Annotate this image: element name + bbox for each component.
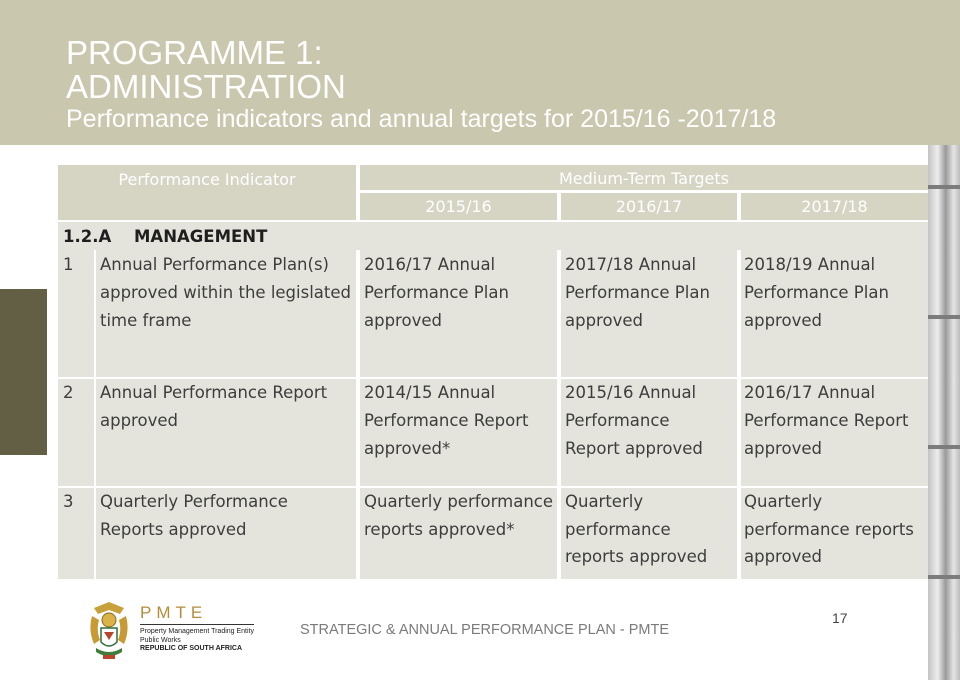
header-year-1: 2015/16	[360, 193, 557, 220]
table-row-1-target-2: 2017/18 Annual Performance Plan approved	[561, 250, 737, 377]
footer-caption: STRATEGIC & ANNUAL PERFORMANCE PLAN - PMTE	[300, 622, 669, 638]
table-row-1-num: 1	[58, 250, 94, 377]
table-row-1-indicator: Annual Performance Plan(s) approved within the legislated time frame	[96, 250, 356, 377]
brand-subtitle-3: REPUBLIC OF SOUTH AFRICA	[140, 645, 243, 652]
brand-name: PMTE	[140, 603, 208, 622]
page-title-line-1: PROGRAMME 1:	[66, 34, 323, 71]
table-row-3-indicator: Quarterly Performance Reports approved	[96, 488, 356, 579]
page-number: 17	[832, 610, 848, 626]
page-title-line-2: ADMINISTRATION	[66, 68, 346, 105]
targets-table	[58, 165, 928, 579]
header-year-2: 2016/17	[561, 193, 737, 220]
header-year-3: 2017/18	[741, 193, 928, 220]
header-medium-term-targets: Medium-Term Targets	[360, 165, 928, 190]
header-performance-indicator: Performance Indicator	[58, 165, 356, 220]
right-decor-stripe	[928, 145, 960, 680]
section-code: 1.2.A	[63, 227, 112, 246]
brand-divider	[140, 624, 254, 625]
header-banner	[0, 0, 960, 145]
page-subtitle: Performance indicators and annual targets for 2015/16 -2017/18	[66, 105, 777, 133]
section-row	[58, 222, 928, 250]
section-title: MANAGEMENT	[134, 227, 268, 246]
table-row-2-target-2: 2015/16 Annual Performance Report approved	[561, 379, 737, 486]
table-row-3-target-1: Quarterly performance reports approved*	[360, 488, 557, 579]
brand-subtitle-1: Property Management Trading Entity	[140, 628, 255, 635]
table-row-2-target-1: 2014/15 Annual Performance Report approved*	[360, 379, 557, 486]
table-row-2-indicator: Annual Performance Report approved	[96, 379, 356, 486]
left-decor-block	[0, 289, 47, 455]
table-row-1-target-1: 2016/17 Annual Performance Plan approved	[360, 250, 557, 377]
table-row-3-num: 3	[58, 488, 94, 579]
table-row-1-target-3: 2018/19 Annual Performance Plan approved	[741, 250, 928, 377]
brand-subtitle-2: Public Works	[140, 637, 181, 644]
table-row-3-target-3: Quarterly performance reports approved	[741, 488, 928, 579]
coat-of-arms-icon	[86, 600, 132, 662]
table-row-2-target-3: 2016/17 Annual Performance Report approved	[741, 379, 928, 486]
table-row-3-target-2: Quarterly performance reports approved	[561, 488, 737, 579]
table-row-2-num: 2	[58, 379, 94, 486]
